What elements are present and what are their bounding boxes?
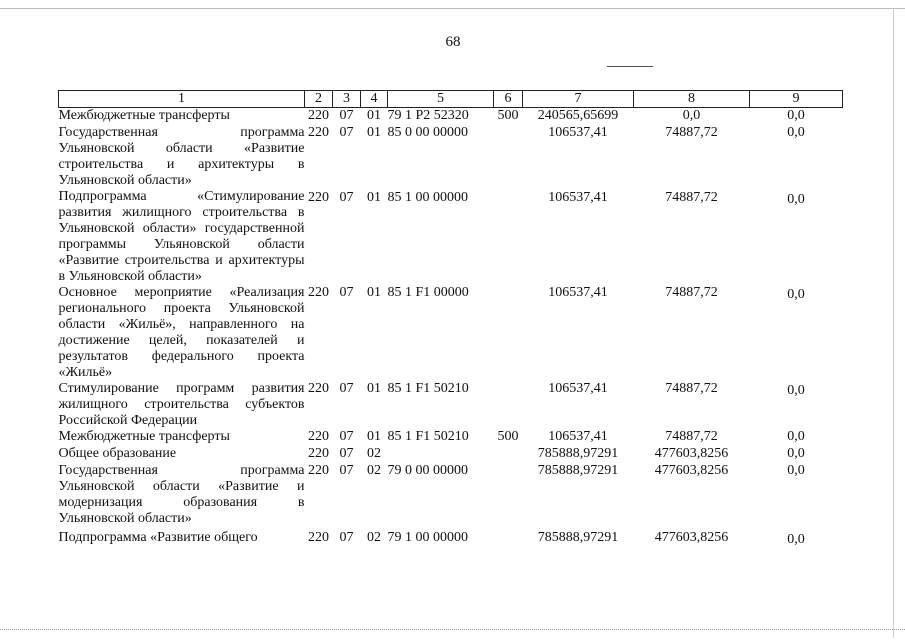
amount-cell: 106537,41 (548, 124, 608, 140)
col-header-8: 8 (634, 91, 750, 108)
row-name: Основное мероприятие «Реализация регионального проекта Ульяновской области «Жильё», направленного на достижение целей, показателей и результатов федерального проекта «Жильё» (58, 284, 305, 380)
col3-cell: 07 (339, 189, 354, 205)
target-code-cell: 79 1 P2 52320 (387, 108, 469, 123)
row-name: Государственная программа Ульяновской области «Развитие строительства и архитектуры в Ульяновской области» (58, 124, 305, 188)
row-name: Межбюджетные трансферты (58, 428, 230, 444)
col-header-6: 6 (494, 91, 523, 108)
expense-type-cell (494, 189, 523, 285)
amount-cell: 106537,41 (548, 284, 608, 300)
col-header-1: 1 (59, 91, 305, 108)
col3-cell: 07 (339, 445, 354, 461)
target-code-cell: 79 0 00 00000 (387, 462, 468, 478)
amount-cell: 74887,72 (665, 284, 718, 300)
amount-cell: 0,0 (787, 191, 805, 207)
amount-cell: 0,0 (787, 108, 805, 123)
col4-cell: 02 (367, 462, 381, 478)
amount-cell: 477603,8256 (654, 462, 729, 478)
row-name: Государственная программа Ульяновской области «Развитие и модернизация образования в Ульяновской области» (58, 462, 305, 526)
col4-cell: 01 (367, 380, 381, 396)
amount-cell: 106537,41 (548, 380, 608, 396)
row-name: Общее образование (58, 445, 177, 461)
amount-cell: 0,0 (787, 124, 805, 140)
table-row (59, 429, 843, 446)
col3-cell: 07 (339, 108, 354, 123)
col4-cell: 01 (367, 108, 381, 123)
target-code-cell: 85 1 F1 00000 (387, 284, 469, 300)
table-row (59, 381, 843, 429)
page-right-edge (893, 8, 894, 638)
amount-cell: 477603,8256 (654, 445, 729, 461)
short-rule (607, 66, 653, 67)
col3-cell: 07 (339, 284, 354, 300)
col2-cell: 220 (308, 124, 329, 140)
amount-cell: 74887,72 (665, 380, 718, 396)
col4-cell: 01 (367, 124, 381, 140)
amount-cell: 785888,97291 (537, 462, 619, 478)
col2-cell: 220 (308, 529, 329, 545)
col4-cell: 01 (367, 428, 381, 444)
scan-noise-line (0, 629, 905, 630)
col3-cell: 07 (339, 124, 354, 140)
col-header-2: 2 (305, 91, 333, 108)
amount-cell: 785888,97291 (537, 529, 619, 545)
table-row (59, 189, 843, 285)
col4-cell: 02 (367, 445, 381, 461)
expense-type-cell (494, 381, 523, 429)
budget-table (58, 90, 843, 548)
col-header-3: 3 (333, 91, 361, 108)
amount-cell: 0,0 (682, 108, 701, 123)
col2-cell: 220 (308, 462, 329, 478)
table-row (59, 446, 843, 463)
row-name: Подпрограмма «Развитие общего (58, 529, 258, 545)
col2-cell: 220 (308, 284, 329, 300)
col4-cell: 02 (367, 529, 381, 545)
amount-cell: 0,0 (787, 445, 805, 461)
table-row (59, 285, 843, 381)
amount-cell: 74887,72 (665, 428, 718, 444)
target-code-cell (388, 446, 494, 463)
amount-cell: 74887,72 (665, 124, 718, 140)
expense-type-cell: 500 (497, 428, 519, 444)
row-name: Подпрограмма «Стимулирование развития жилищного строительства в Ульяновской области» государственной программы Ульяновской области «Развитие строительства и архитектуры в Ульяновской области» (58, 188, 305, 284)
target-code-cell: 85 1 F1 50210 (387, 380, 469, 396)
col2-cell: 220 (308, 380, 329, 396)
expense-type-cell (494, 527, 523, 548)
expense-type-cell (494, 285, 523, 381)
target-code-cell: 85 0 00 00000 (387, 124, 468, 140)
amount-cell: 785888,97291 (537, 445, 619, 461)
col4-cell: 01 (367, 284, 381, 300)
target-code-cell: 79 1 00 00000 (387, 529, 468, 545)
col2-cell: 220 (308, 428, 329, 444)
row-name: Стимулирование программ развития жилищного строительства субъектов Российской Федерации (58, 380, 305, 428)
col3-cell: 07 (339, 428, 354, 444)
header-row (59, 91, 843, 108)
col2-cell: 220 (308, 189, 329, 205)
col4-cell: 01 (367, 189, 381, 205)
col2-cell: 220 (308, 445, 329, 461)
col3-cell: 07 (339, 380, 354, 396)
col-header-4: 4 (361, 91, 388, 108)
amount-cell: 240565,65699 (537, 108, 619, 123)
col-header-5: 5 (388, 91, 494, 108)
col3-cell: 07 (339, 529, 354, 545)
amount-cell: 0,0 (787, 286, 805, 302)
amount-cell: 0,0 (787, 382, 805, 398)
expense-type-cell (494, 446, 523, 463)
page-number: 68 (445, 34, 461, 50)
row-name: Межбюджетные трансферты (58, 108, 230, 123)
col-header-9: 9 (750, 91, 843, 108)
amount-cell: 74887,72 (665, 189, 718, 205)
col-header-7: 7 (523, 91, 634, 108)
amount-cell: 106537,41 (548, 428, 608, 444)
expense-type-cell: 500 (497, 108, 519, 123)
amount-cell: 0,0 (787, 531, 805, 547)
col3-cell: 07 (339, 462, 354, 478)
table-row (59, 527, 843, 548)
table-row (59, 108, 843, 125)
page-top-edge (0, 8, 905, 9)
amount-cell: 106537,41 (548, 189, 608, 205)
table-row (59, 463, 843, 527)
col2-cell: 220 (308, 108, 329, 123)
expense-type-cell (494, 125, 523, 189)
target-code-cell: 85 1 F1 50210 (387, 428, 469, 444)
target-code-cell: 85 1 00 00000 (387, 189, 468, 205)
expense-type-cell (494, 463, 523, 527)
amount-cell: 0,0 (787, 428, 805, 444)
amount-cell: 0,0 (787, 462, 805, 478)
amount-cell: 477603,8256 (654, 529, 729, 545)
table-row (59, 125, 843, 189)
